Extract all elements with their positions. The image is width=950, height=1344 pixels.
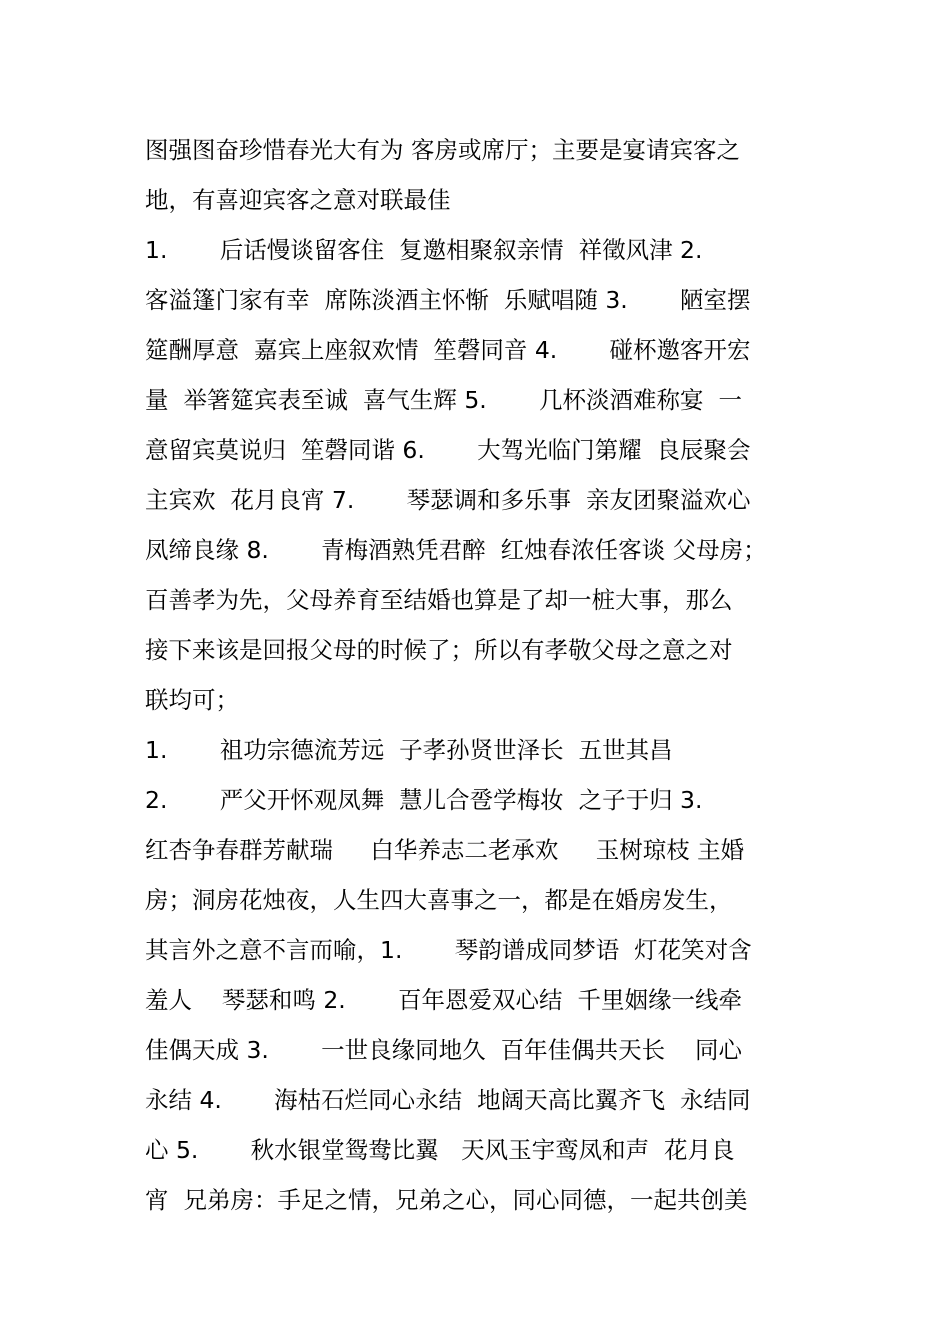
text-line: 1. 祖功宗德流芳远 子孝孙贤世泽长 五世其昌 xyxy=(145,736,673,764)
text-line: 联均可； xyxy=(145,686,239,714)
text-line: 心 5. 秋水银堂鸳鸯比翼 天风玉宇鸾凤和声 花月良 xyxy=(145,1136,735,1164)
text-line: 筵酬厚意 嘉宾上座叙欢情 笙磬同音 4. 碰杯邀客开宏 xyxy=(145,336,751,364)
text-line: 佳偶天成 3. 一世良缘同地久 百年佳偶共天长 同心 xyxy=(145,1036,743,1064)
text-line: 2. 严父开怀观凤舞 慧儿合卺学梅妆 之子于归 3. xyxy=(145,786,703,814)
text-line: 凤缔良缘 8. 青梅酒熟凭君醉 红烛春浓任客谈 父母房； xyxy=(145,536,767,564)
text-line: 量 举箸筵宾表至诚 喜气生辉 5. 几杯淡酒难称宴 一 xyxy=(145,386,743,414)
text-line: 宵 兄弟房：手足之情，兄弟之心，同心同德，一起共创美 xyxy=(145,1186,748,1214)
text-line: 羞人 琴瑟和鸣 2. 百年恩爱双心结 千里姻缘一线牵 xyxy=(145,986,743,1014)
text-line: 接下来该是回报父母的时候了；所以有孝敬父母之意之对 xyxy=(145,636,733,664)
text-line: 1. 后话慢谈留客住 复邀相聚叙亲情 祥徵风津 2. xyxy=(145,236,703,264)
text-line: 图强图奋珍惜春光大有为 客房或席厅；主要是宴请宾客之 xyxy=(145,136,740,164)
text-line: 客溢篷门家有幸 席陈淡酒主怀惭 乐赋唱随 3. 陋室摆 xyxy=(145,286,751,314)
body-text xyxy=(145,125,825,1225)
text-line: 百善孝为先，父母养育至结婚也算是了却一桩大事，那么 xyxy=(145,586,733,614)
text-line: 永结 4. 海枯石烂同心永结 地阔天高比翼齐飞 永结同 xyxy=(145,1086,751,1114)
text-line: 地，有喜迎宾客之意对联最佳 xyxy=(145,186,451,214)
text-line: 其言外之意不言而喻，1. 琴韵谱成同梦语 灯花笑对含 xyxy=(145,936,752,964)
text-line: 房；洞房花烛夜，人生四大喜事之一，都是在婚房发生， xyxy=(145,886,733,914)
text-line: 主宾欢 花月良宵 7. 琴瑟调和多乐事 亲友团聚溢欢心 xyxy=(145,486,751,514)
text-line: 红杏争春群芳献瑞 白华养志二老承欢 玉树琼枝 主婚 xyxy=(145,836,745,864)
text-line: 意留宾莫说归 笙磬同谐 6. 大驾光临门第耀 良辰聚会 xyxy=(145,436,751,464)
